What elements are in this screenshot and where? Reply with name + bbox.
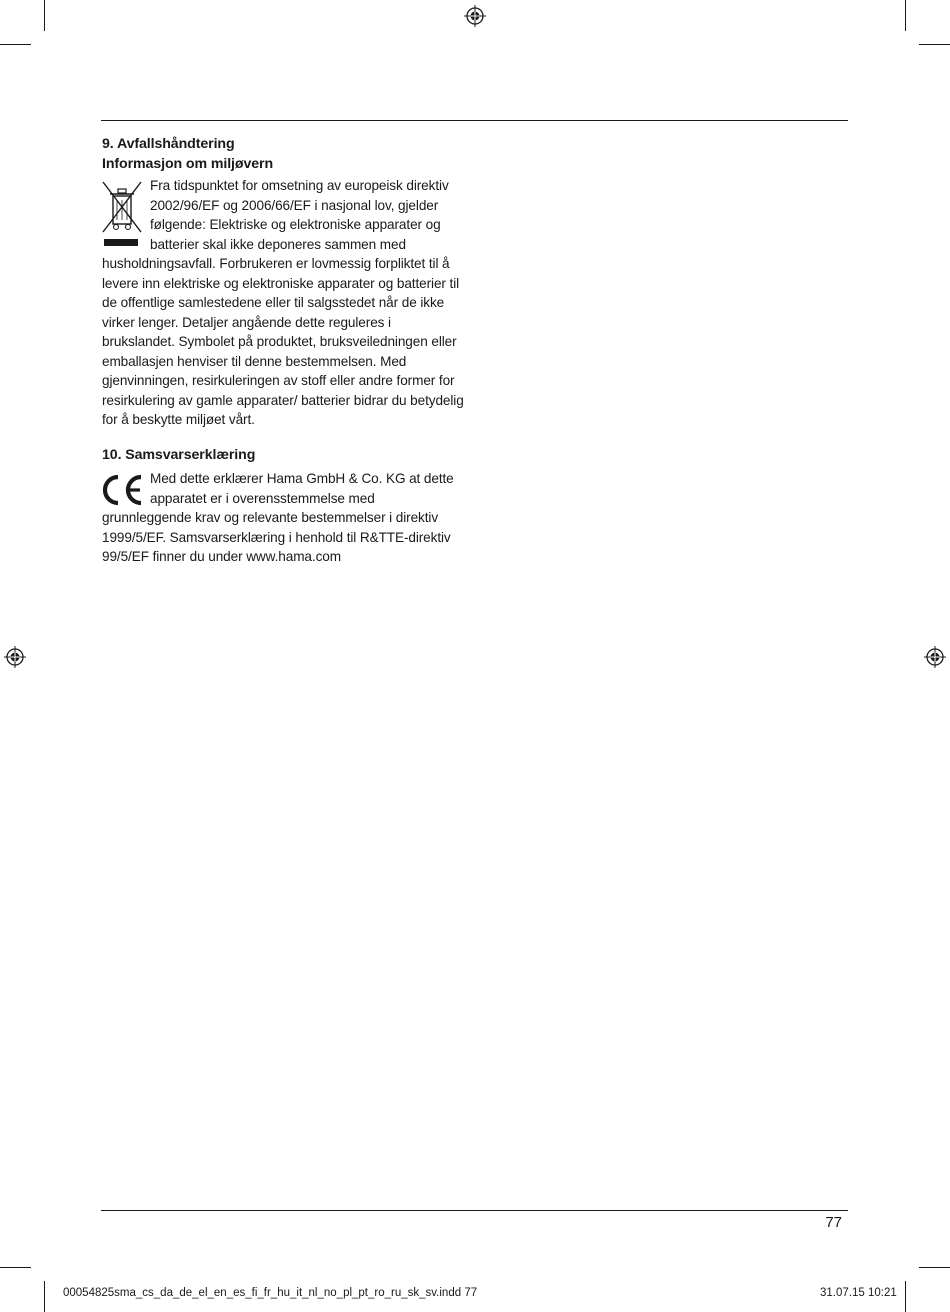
crop-mark-top-right-h bbox=[919, 44, 950, 45]
bottom-rule bbox=[101, 1210, 848, 1211]
ce-mark-icon bbox=[100, 473, 144, 507]
section-body: Med dette erklærer Hama GmbH & Co. KG at dette apparatet er i overensstemmelse med grunnleggende krav og relevante bestemmelser i direktiv 1999/5/EF. Samsvarserklæring i henhold til R&TTE-direktiv 99/5/EF finner du under www.hama.com bbox=[102, 471, 454, 564]
file-slug: 00054825sma_cs_da_de_el_en_es_fi_fr_hu_it_nl_no_pl_pt_ro_ru_sk_sv.indd 77 bbox=[63, 1287, 478, 1299]
section-subheading: Informasjon om miljøvern bbox=[102, 155, 274, 172]
registration-mark-icon bbox=[924, 646, 946, 668]
section-declaration-of-conformity bbox=[102, 446, 464, 567]
weee-crossed-bin-icon bbox=[100, 176, 144, 252]
section-waste-disposal bbox=[102, 135, 464, 430]
crop-mark-top-left-v bbox=[44, 0, 45, 31]
top-rule bbox=[101, 120, 848, 121]
page-number: 77 bbox=[825, 1214, 842, 1231]
crop-mark-top-right-v bbox=[905, 0, 906, 31]
crop-mark-bottom-right-h bbox=[919, 1267, 950, 1268]
section-body: Fra tidspunktet for omsetning av europeisk direktiv 2002/96/EF og 2006/66/EF i nasjonal lov, gjelder følgende: Elektriske og elektroniske apparater og batterier skal ikke deponeres sammen med husholdningsavfall. Forbrukeren er lovmessig forpliktet til å levere inn elektriske og elektroniske apparater og batterier til de offentlige samlestedene eller til salgsstedet når de ikke virker lenger. Detaljer angående dette reguleres i brukslandet. Symbolet på produktet, bruksveiledningen eller emballasjen henviser til denne bestemmelsen. Med gjenvinningen, resirkuleringen av stoff eller andre former for resirkulering av gamle apparater/ batterier bidrar du betydelig for å beskytte miljøet vårt. bbox=[102, 178, 464, 427]
section-heading: 9. Avfallshåndtering bbox=[102, 136, 235, 152]
crop-mark-bottom-left-h bbox=[0, 1267, 31, 1268]
print-timestamp: 31.07.15 10:21 bbox=[820, 1287, 897, 1299]
registration-mark-icon bbox=[4, 646, 26, 668]
registration-mark-icon bbox=[464, 5, 486, 27]
crop-mark-top-left-h bbox=[0, 44, 31, 45]
content-column bbox=[102, 135, 464, 567]
crop-mark-bottom-left-v bbox=[44, 1281, 45, 1312]
section-heading: 10. Samsvarserklæring bbox=[102, 446, 256, 463]
crop-mark-bottom-right-v bbox=[905, 1281, 906, 1312]
